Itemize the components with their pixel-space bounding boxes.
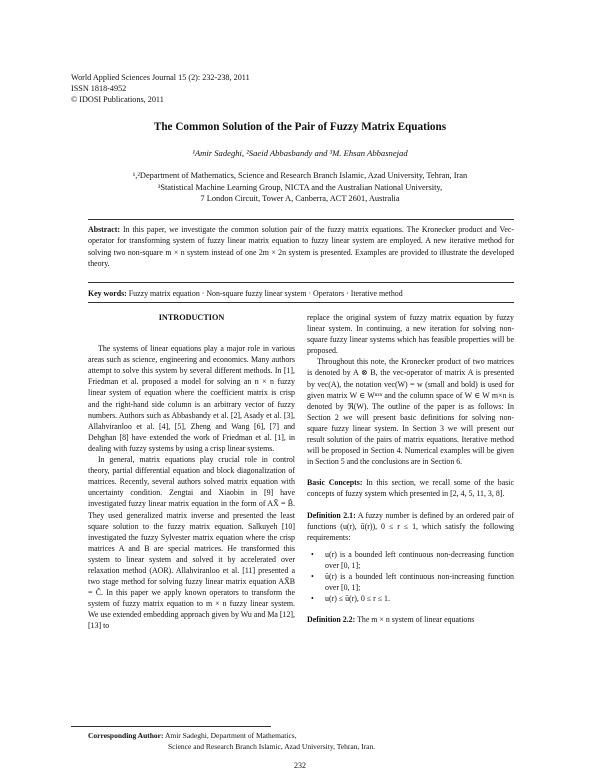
bullet-icon: •	[311, 549, 314, 559]
right-paragraph-1: replace the original system of fuzzy matrix equation by fuzzy linear system. In continuing, a new iteration for solving non-square fuzzy linear systems which has feasible properties will be proposed.	[307, 313, 514, 356]
bullet-icon: •	[311, 594, 314, 604]
requirement-item-3-text: u(r) ≤ ū(r), 0 ≤ r ≤ 1.	[325, 594, 390, 604]
keywords	[88, 288, 514, 299]
corresponding-author-label: Corresponding Author:	[88, 731, 164, 740]
definition-2-1	[307, 510, 514, 543]
journal-citation: World Applied Sciences Journal 15 (2): 232-238, 2011	[71, 73, 250, 82]
intro-paragraph-2: In general, matrix equations play crucial role in control theory, partial differential equation and block diagonalization of matrices. Recently, several authors solved matrix equation with uncertainty condition. Zengtai and Xiaobin in [9] have investigated fuzzy linear matrix equation in the form of AX̃ = B̃. They used generalized matrix inverse and presented the least square solution to the fuzzy matrix equation. Salkuyeh [10] investigated the fuzzy Sylvester matrix equation where the crisp matrices A and B are special matrices. He transformed this system to linear system and solved it by accelerated over relaxation method (AOR). Allahviranloo et al. [11] presented a two stage method for solving fuzzy linear matrix equation AX̃B = C̃. In this paper we apply known operators to transform the system of fuzzy matrix equation to m × n fuzzy linear system. We use extended embedding approach given by Wu and Ma [12], [13] to	[88, 455, 295, 631]
page-number: 232	[294, 761, 306, 770]
intro-paragraph-1: The systems of linear equations play a major role in various areas such as science, engineering and economics. Many authors attempt to solve this system by several different methods. In [1], Friedman et al. proposed a model for solving an n × n fuzzy linear system of equation where the coefficient matrix is crisp and the right-hand side column is an arbitrary vector of fuzzy numbers. Authors such as Abbasbandy et al. [2], Asady et al. [3], Allahviranloo et al. [4], [5], Zheng and Wang [6], [7] and Dehghan [8] have extended the work of Friedman et al. [1], in dealing with fuzzy systems by using a crisp linear systems.	[88, 344, 295, 453]
requirement-item-2-text: ū(r) is a bounded left continuous non-increasing function over [0, 1];	[325, 571, 514, 593]
corresponding-author-line-2: Science and Research Branch Islamic, Azad University, Tehran, Iran.	[168, 741, 376, 751]
basic-concepts-label: Basic Concepts:	[307, 478, 363, 488]
affiliations	[0, 170, 600, 205]
definition-2-1-label: Definition 2.1:	[307, 510, 356, 520]
basic-concepts-paragraph	[307, 477, 514, 499]
paper-title: The Common Solution of the Pair of Fuzzy Matrix Equations	[153, 121, 447, 133]
author-list: ¹Amir Sadeghi, ²Saeid Abbasbandy and ³M. Ehsan Abbasnejad	[192, 148, 408, 158]
abstract-label: Abstract:	[88, 225, 120, 234]
basic-concepts-text: In this section, we recall some of the basic concepts of fuzzy system which presented in [2, 4, 5, 11, 3, 8].	[307, 478, 514, 499]
journal-issn: ISSN 1818-4952	[71, 84, 127, 93]
keywords-text: Fuzzy matrix equation · Non-square fuzzy linear system · Operators · Iterative method	[126, 289, 403, 298]
requirement-item-1-text: u(r) is a bounded left continuous non-decreasing function over [0, 1];	[325, 549, 514, 570]
corresponding-author	[88, 731, 375, 752]
right-paragraph-2: Throughout this note, the Kronecker product of two matrices is denoted by A ⊗ B, the vec-operator of matrix A is presented by vec(A), the notation vec(W) = w (small and bold) is used for given matrix W ∈ Wⁿˣⁿ and the column space of W ∈ W m×n is denoted by ℜ(W). The outline of the paper is as follows: In Section 2 we will present basic definitions for solving non-square fuzzy linear system. In Section 3 we will present our result solution of the pairs of matrix equations. Iterative method will be proposed in Section 4. Numerical examples will be given in Section 5 and the conclusions are in Section 6.	[307, 357, 514, 467]
definition-2-2-label: Definition 2.2:	[307, 615, 356, 625]
definition-2-2	[307, 614, 514, 625]
requirement-item-2	[307, 571, 514, 593]
keywords-label: Key words:	[88, 289, 127, 298]
abstract-top-rule	[88, 219, 514, 220]
requirement-item-1	[307, 549, 514, 571]
affiliation-line-1: ¹,²Department of Mathematics, Science and Research Branch Islamic, Azad University, Tehran, Iran	[132, 171, 468, 180]
keywords-rule	[88, 302, 514, 303]
abstract-text: In this paper, we investigate the common solution pair of the fuzzy matrix equations. The Kronecker product and Vec-operator for transforming system of fuzzy linear matrix equation to fuzzy linear system are employed. A new iterative method for solving two non-square m × n system instead of one 2m × 2n system is presented. Examples are provided to illustrate the developed theory.	[88, 225, 514, 268]
definition-2-2-text: The m × n system of linear equations	[355, 615, 475, 625]
left-column	[88, 312, 295, 632]
right-column	[307, 312, 514, 625]
corresponding-author-line-1: Amir Sadeghi, Department of Mathematics,	[163, 731, 297, 740]
bullet-icon: •	[311, 571, 314, 581]
affiliation-line-3: 7 London Circuit, Tower A, Canberra, ACT 2601, Australia	[200, 194, 400, 203]
affiliation-line-2: ³Statistical Machine Learning Group, NICTA and the Australian National University,	[157, 182, 443, 192]
footnote-rule	[71, 726, 271, 727]
definition-2-1-text: A fuzzy number is defined by an ordered pair of functions (u(r), ū(r)), 0 ≤ r ≤ 1, which satisfy the following requirements:	[307, 510, 514, 542]
requirement-item-3	[307, 593, 514, 604]
introduction-heading: INTRODUCTION	[158, 313, 225, 322]
abstract-bottom-rule	[88, 282, 514, 283]
abstract	[88, 224, 514, 269]
journal-info	[71, 72, 250, 105]
journal-copyright: © IDOSI Publications, 2011	[71, 95, 164, 104]
